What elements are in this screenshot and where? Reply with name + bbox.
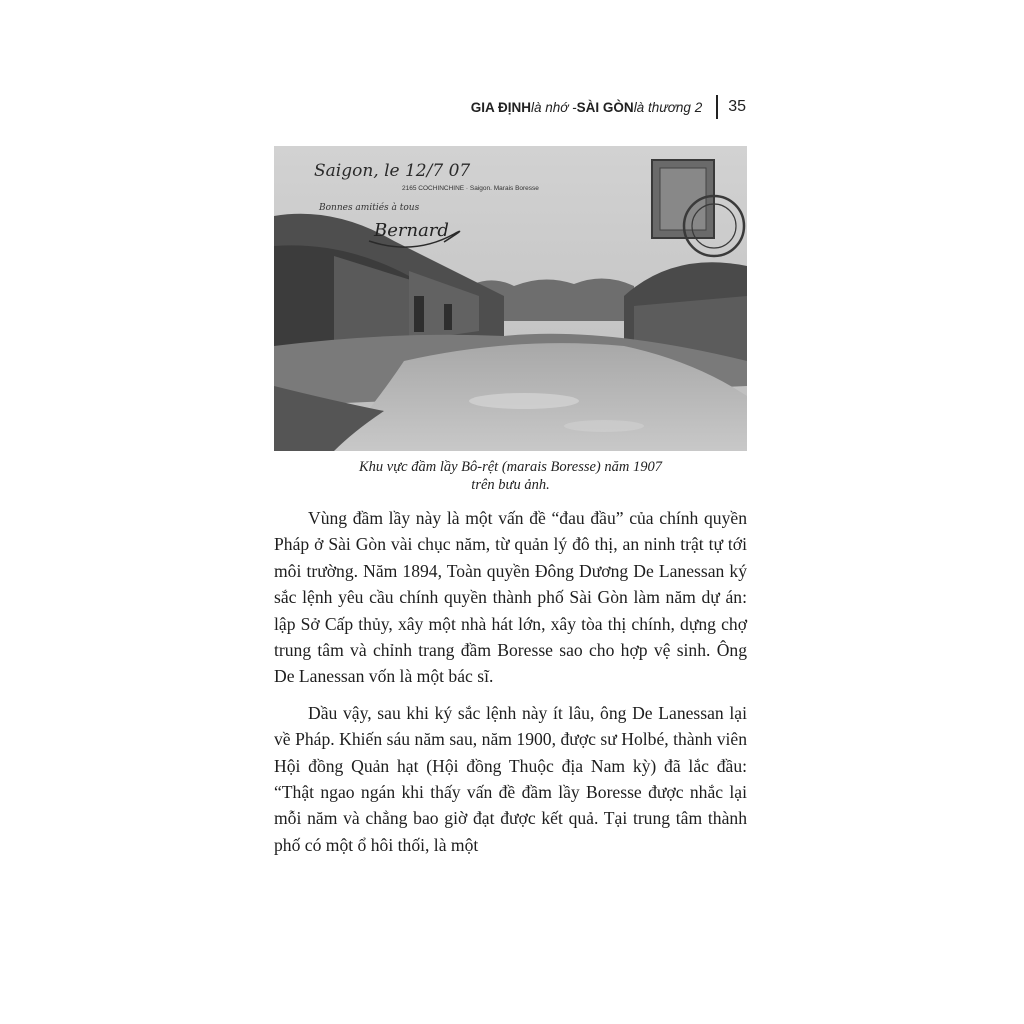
caption-line-1: Khu vực đầm lầy Bô-rệt (marais Boresse) năm 1907 <box>359 459 662 475</box>
postcard-signature: Bernard <box>374 220 449 241</box>
postcard-printed-header: 2165 COCHINCHINE · Saigon. Marais Boresse <box>402 185 539 192</box>
header-title-part2: SÀI GÒN <box>576 99 634 115</box>
header-separator <box>716 95 718 119</box>
page-number: 35 <box>728 98 746 115</box>
photo-caption <box>274 458 747 494</box>
body-text <box>274 505 747 858</box>
caption-line-2: trên bưu ảnh. <box>471 477 550 493</box>
paragraph-2: Dầu vậy, sau khi ký sắc lệnh này ít lâu, ông De Lanessan lại về Pháp. Khiến sáu năm sau, năm 1900, được sư Holbé, thành viên Hội đồng Quản hạt (Hội đồng Thuộc địa Nam kỳ) đã lắc đầu: “Thật ngao ngán khi thấy vấn đề đầm lầy Boresse được nhắc lại mỗi năm và chẳng bao giờ đạt được kết quả. Tại trung tâm thành phố có một ổ hôi thối, là một <box>274 702 747 855</box>
paragraph-1: Vùng đầm lầy này là một vấn đề “đau đầu” của chính quyền Pháp ở Sài Gòn vài chục năm, từ quản lý đô thị, an ninh trật tự tới môi trường. Năm 1894, Toàn quyền Đông Dương De Lanessan ký sắc lệnh yêu cầu chính quyền thành phố Sài Gòn làm năm dự án: lập Sở Cấp thủy, xây một nhà hát lớn, xây tòa thị chính, dựng chợ trung tâm và chỉnh trang đầm Boresse sao cho hợp vệ sinh. Ông De Lanessan vốn là một bác sĩ. <box>274 508 747 687</box>
header-title-part1: GIA ĐỊNH <box>470 99 531 115</box>
postcard-handwriting-greeting: Bonnes amitiés à tous <box>319 203 420 213</box>
header-title-part2-italic: là thương 2 <box>633 99 703 115</box>
header-title-part1-italic: là nhớ - <box>530 99 577 115</box>
postcard-photo <box>274 146 747 451</box>
running-header <box>471 94 746 120</box>
postcard-handwriting-date: Saigon, le 12/7 07 <box>314 161 471 181</box>
